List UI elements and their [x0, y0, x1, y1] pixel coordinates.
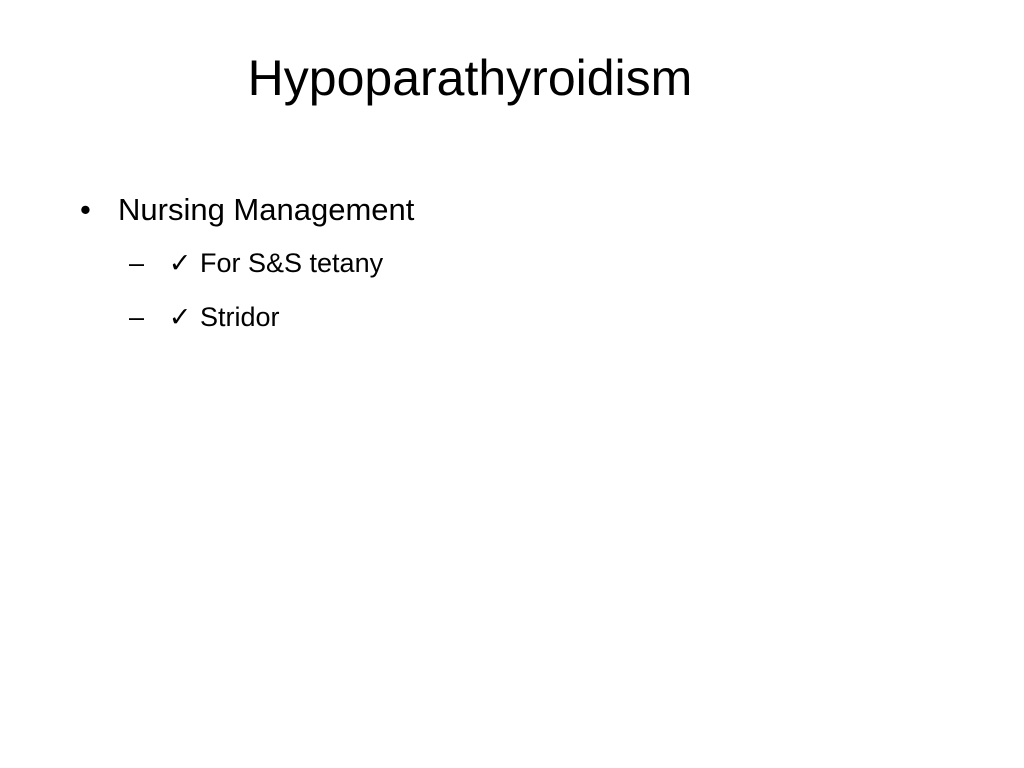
slide-title: Hypoparathyroidism [247, 50, 693, 106]
check-icon: ✓ [168, 302, 192, 332]
bullet-text: Nursing Management [118, 192, 415, 227]
dash-marker: – [129, 302, 145, 332]
sub-item-tetany [76, 236, 414, 290]
check-icon: ✓ [168, 248, 192, 278]
sub-item-text: Stridor [200, 302, 280, 332]
bullet-item-nursing-management [76, 188, 414, 344]
bullet-list [76, 188, 414, 344]
sub-bullet-list [118, 236, 414, 344]
dash-marker: – [129, 248, 145, 278]
sub-item-stridor [76, 290, 414, 344]
sub-item-text: For S&S tetany [200, 248, 384, 278]
bullet-marker: • [80, 192, 91, 227]
